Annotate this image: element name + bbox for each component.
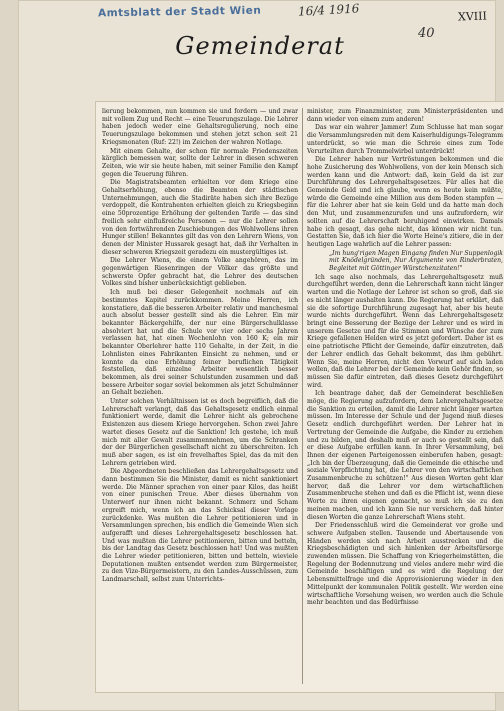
column-left: [102, 108, 298, 686]
page-number: XVIII: [457, 9, 488, 24]
verse-quote: „Im hung'rigen Magen Eingang finden Nur Suppenlogik mit Knödelgründen, Nur Argumente von Rinderbraten, Begleitet mit Göttinger Würstchenzitaten!": [329, 249, 503, 273]
paragraph: Die Lehrer haben nur Vertröstungen bekommen und die hohe Zusicherung des Wohlwollens, von der kein Mensch sich werden kann und die Antwort: daß, kein Geld da ist zur Durchführung des Lehrergehaltsgesetzes. Für alles hat die Gemeinde Geld und ich glaube, wenn es heute kein müßte, würde die Gemeinde eine Million aus dem Boden stampfen — für die Lehrer aber hat sie kein Geld und da hatte man doch den Mut, und zusammenzurufen und uns aufzufordern, wir sollten auf die Lehrerschaft beruhigend einwirken. Damals habe ich gesagt, das gehe nicht, das können wir nicht tun. Gestatten Sie, daß ich hier die Worte Heine's zitiere, die in der heutigen Lage wahrlich auf die Lehrer passen:: [307, 156, 503, 248]
handwritten-number: 40: [418, 26, 435, 41]
paragraph: minister, zum Finanzminister, zum Ministerpräsidenten und dann wieder von einem zum anderen!: [307, 108, 503, 123]
paragraph: Die Magistratsbeamten erhielten vor dem Kriege eine Gehaltserhöhung, ebenso die Beamten der städtischen Unternehmungen, auch die Stadiräte haben sich ihre Bezüge verdoppelt, die Kontrahenten erhielten gleich zu Kriegsbeginn eine 50prozentige Erhöhung der geltenden Tarife — das sind freilich sehr einflußreiche Personen — nur die Lehrer sollen von den fortwährenden Zuschiebungen des Wohlwollens ihren Hunger stillen! Bekanntes gilt das von den Lehrern Wiens, von denen der Minister Hussarek gesagt hat, daß ihr Verhalten in dieser schweren Kriegszeit geradezu ein mustergültiges ist.: [102, 179, 298, 256]
paragraph: Das war ein wahrer Jammer! Zum Schlusse hat man sogar die Versammlungsreden mit dem Kaiserhuldigungs-Telegramm unterdrückt, so wie man die Schreie eines zum Tode Verurteilten durch Trommelwirbel unterdrückt!: [307, 124, 503, 155]
paragraph: Die Abgeordneten beschließen das Lehrergehaltsgesetz und dann bestimmen Sie die Minister, damit es nicht sanktioniert werde. Die Männer sprachen von einer paar Kilos, das heißt von einer punischen Treue. Aber dieses übernahm von Unterwerf nur ihnen nicht bekannt. Schmerz und Scham ergreift mich, wenn ich an das Schicksal dieser Vorlage zurückdenke. Was mußten die Lehrer petitionieren und in Versammlungen sprechen, bis endlich die Gemeinde Wien sich aufgerafft und dieses Lehrergehaltsgesetz beschlossen hat. Und was mußten die Lehrer petitionieren, bitten und betteln, bis der Landtag das Gesetz beschlossen hat! Und was mußten die Lehrer wieder petitionieren, bitten und betteln, wieviele Deputationen mußten entsendet werden zum Bürgermeister, zu den Vize-Bürgermeistern, zu den Landes-Ausschüssen, zum Landmarschall, selbst zum Unterrichts-: [102, 468, 298, 584]
archive-sheet: [18, 0, 503, 711]
handwritten-date: 16/4 1916: [297, 1, 360, 19]
paragraph: Die Lehrer Wiens, die einem Volke angehören, das im gegenwärtigen Riesenringen der Völker das größte und schwerste Opfer gebracht hat, die Lehrer des deutschen Volkes sind bisher unberücksichtigt geblieben.: [102, 257, 298, 288]
column-divider: [302, 108, 303, 684]
header: [97, 1, 488, 24]
paragraph: Der Friedensschluß wird die Gemeinderat vor große und schwere Aufgaben stellen. Tausende und Abertausende von Händen werden sich nach Arbeit ausstrecken und die Kriegsbeschädigten und sich hinlenken der Arbeitsfürsorge zuwenden müssen. Die Schaffung von Kriegerheimstätten, die Regelung der Bodennutzung und vieles andere mehr wird die Gemeinde beschäftigen und es wird die Regelung der Lebensmittelfrage und die Approvisionierung wieder in den Mittelpunkt der kommunalen Politik gestellt. Wir werden eine wirtschaftliche Vorsehung weisen, wo werden auch die Schule mehr beachten und das Bedürfnisse: [307, 522, 503, 607]
paragraph: Ich sage also nochmals, das Lehrergehaltsgesetz muß durchgeführt werden, denn die Lehrerschaft kann nicht länger warten und die Notlage der Lehrer ist schon so groß, daß sie es nicht länger aushalten kann. Die Regierung hat erklärt, daß sie die sofortige Durchführung zugesagt hat, aber bis heute wurde nichts durchgeführt. Wenn das Lehrergehaltsgesetz bringt eine Besserung der Bezüge der Lehrer und es wird in unserem Gesetze und für die Stimmen und Wünsche der zum Kriege gefallenen Helden wird es jetzt gefordert. Daher ist es eine patriotische Pflicht der Gemeinde, dafür einzutreten, daß der Lehrer endlich das Gehalt bekommt, das ihm gebührt. Wenn Sie, meine Herren, nicht den Vorwurf auf sich laden wollen, daß die Lehrer bei der Gemeinde kein Gehör finden, so müssen Sie dafür eintreten, daß dieses Gesetz durchgeführt wird.: [307, 273, 503, 389]
newspaper-clipping: [96, 102, 504, 692]
source-stamp: Amtsblatt der Stadt Wien: [97, 4, 262, 20]
paragraph: Ich beantrage daher, daß der Gemeinderat beschließen möge, die Regierung aufzufordern, dem Lehrergehaltsgesetze die Sanktion zu erteilen, damit die Lehrer nicht länger warten müssen. Im Interesse der Schule und der Jugend muß dieses Gesetz endlich durchgeführt werden. Der Lehrer hat in Vertretung der Gemeinde die Aufgabe, die Kinder zu erziehen und zu bilden, und deshalb muß er auch so gestellt sein, daß er diese Aufgabe erfüllen kann. In Ihrer Versammlung, bei Ihnen der eigenen Parteigenossen einberufen haben, gesagt: „Ich bin der Überzeugung, daß die Gemeinde die ethische und soziale Verpflichtung hat, die Lehrer von den wirtschaftlichen Zusammenbruche zu schützen!" Aus diesen Worten geht klar hervor, daß die Lehrer vor dem wirtschaftlichen Zusammenbruche stehen und daß es die Pflicht ist, wenn diese Worte zu ihren eigenen gemacht, so muß ich sie zu den meinen machen, und ich kann Sie nur versichern, daß hinter diesen Worten die ganze Lehrerschaft Wiens steht.: [307, 390, 503, 521]
column-right: [307, 108, 503, 686]
handwritten-title: Gemeinderat: [175, 32, 345, 60]
paragraph: Ich muß bei dieser Gelegenheit nochmals auf ein bestimmtes Kapitel zurückkommen. Meine Herren, ich konstatiere, daß die besseren Arbeiter relativ und manchesmal auch absolut besser gestellt sind als die Lehrer. Ein mir bekannter Bäckergehilfe, der nur eine Bürgerschulklasse absolviert hat und die Schule vor vier oder sechs Jahren verlassen hat, hat einen Wochenlohn von 160 K; ein mir bekannter Oberlehrer hatte 110 Gehalte, in der Zeit, in die Lohnlisten eines Fabrikanten Einsicht zu nehmen, und er konnte da eine Erhöhung feiner beruflichen Tätigkeit feststellen, daß einzelne Arbeiter wesentlich besser bekommen, als drei seiner Schulstunden zusammen und daß bessere Arbeiter sogar soviel bekommen als jetzt Schulmänner an Gehalt beziehen.: [102, 289, 298, 397]
paragraph: Unter solchen Verhältnissen ist es doch begreiflich, daß die Lehrerschaft verlangt, daß das Gehaltsgesetz endlich einmal funktioniert werde, damit die Lehrer nicht als gebrochene Existenzen aus diesem Kriege hervorgehen. Schon zwei Jahre wartet dieses Gesetz auf die Sanktion! Ich gestehe, ich muß mich mit aller Gewalt zusammennehmen, um die Schranken der der Bürgerlichen gesellschaft nicht zu überschreiten. Ich muß aber sagen, es ist ein frevelhaftes Spiel, das da mit den Lehrern getrieben wird.: [102, 398, 298, 467]
paragraph: lierung bekommen, nun kommen sie und fordern — und zwar mit vollem Zug und Recht — eine Teuerungszulage. Die Lehrer haben jedoch weder eine Gehaltsregulierung, noch eine Teuerungszulage bekommen und stehen jetzt schon seit 21 Kriegsmonaten (Ruf: 22!) im Zeichen der wahren Notlage.: [102, 108, 298, 146]
paragraph: Mit einem Gehalte, der schon für normale Friedenszeiten kärglich bemessen war, sollte der Lehrer in diesen schweren Zeiten, wie wir sie heute haben, mit seiner Familie den Kampf gegen die Teuerung führen.: [102, 147, 298, 178]
